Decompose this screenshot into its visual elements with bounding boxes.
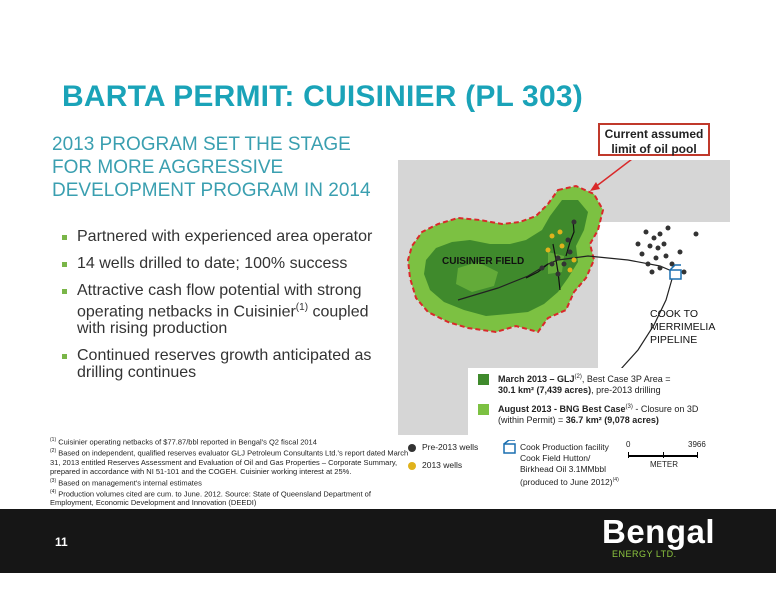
cook-facility-key: Cook Production facility Cook Field Hutton/ Birkhead Oil 3.1MMbbl (produced to June 2012)$^{(4)}$ — [520, 442, 619, 487]
footnote-ref: (2) — [574, 374, 582, 380]
footnotes — [50, 436, 410, 508]
pipeline-label: COOK TO MERRIMELIA PIPELINE — [650, 308, 715, 346]
bullet-marker — [62, 354, 67, 359]
legend-row-bng — [478, 402, 723, 426]
bullet-item — [62, 228, 382, 245]
pre-2013-label: Pre-2013 wells — [422, 442, 479, 452]
footnote: $^{(2)}$ Based on independent, qualified reserves evaluator GLJ Petroleum Consultants Ltd.'s report dated March 31, 2013 entitled Reserves Assessment and Evaluation of Oil and Gas Properties – Corporate Summary, prepared in accordance with NI 51-101 and the COGEH. Cuisinier working interest at 25%. — [50, 447, 409, 477]
bullet-item — [62, 282, 382, 337]
wells-2013-dot — [408, 462, 416, 470]
bullet-text-cont: coupled with rising production — [77, 303, 369, 338]
wells-2013-label: 2013 wells — [422, 460, 463, 470]
scale-tick — [697, 452, 698, 458]
bullet-marker — [62, 289, 67, 294]
field-label: CUISINIER FIELD — [442, 256, 525, 267]
legend-glj-area: 30.1 km² (7,439 acres) — [498, 385, 592, 395]
legend-swatch-light — [478, 404, 489, 415]
logo-word: Bengal — [602, 513, 716, 550]
slide-subtitle: 2013 PROGRAM SET THE STAGE FOR MORE AGGRESSIVE DEVELOPMENT PROGRAM IN 2014 — [52, 134, 371, 201]
bullet-text: Partnered with experienced area operator — [77, 228, 373, 245]
legend-bng-text: - Closure on 3D — [632, 404, 699, 414]
legend-bng-label: August 2013 - BNG Best Case — [498, 404, 626, 414]
scale-unit: METER — [650, 460, 678, 469]
map-legend — [468, 368, 730, 436]
scale-tick — [663, 452, 664, 458]
pre-2013-key — [408, 442, 478, 452]
bullet-text: 14 wells drilled to date; 100% success — [77, 255, 348, 272]
legend-row-glj — [478, 372, 723, 396]
legend-glj-text: , Best Case 3P Area = — [581, 374, 671, 384]
legend-swatch-dark — [478, 374, 489, 385]
footnote: $^{(3)}$ Based on management's internal estimates — [50, 477, 202, 488]
wells-2013-key — [408, 460, 462, 470]
bullet-item — [62, 255, 382, 272]
bullet-text: Continued reserves growth anticipated as drilling continues — [77, 347, 372, 382]
scale-right: 3966 — [688, 440, 706, 449]
bengal-logo — [602, 513, 732, 568]
footnote-ref: (1) — [295, 302, 309, 313]
legend-bng-text2: (within Permit) = — [498, 415, 566, 425]
bullet-marker — [62, 235, 67, 240]
scale-tick — [628, 452, 629, 458]
slide-title: BARTA PERMIT: CUISINIER (PL 303) — [62, 80, 583, 113]
scale-left: 0 — [626, 440, 631, 449]
bullet-item — [62, 347, 382, 381]
page-number: 11 — [55, 535, 68, 549]
logo-tagline: ENERGY LTD. — [612, 549, 677, 559]
cook-facility-key-icon — [503, 440, 517, 454]
oil-pool-callout: Current assumed limit of oil pool — [598, 123, 710, 156]
legend-bng-area: 36.7 km² (9,078 acres) — [565, 415, 659, 425]
bullet-list — [62, 228, 382, 391]
footnote: $^{(4)}$ Production volumes cited are cum. to June. 2012. Source: State of Queensland Department of Employment, Economic Development and Innovation (DEEDI) — [50, 488, 371, 508]
footer-bar — [0, 509, 776, 573]
pre-2013-dot — [408, 444, 416, 452]
footnote: $^{(1)}$ Cuisinier operating netbacks of $77.87/bbl reported in Bengal's Q2 fiscal 2014 — [50, 437, 317, 447]
bullet-marker — [62, 262, 67, 267]
legend-glj-label: March 2013 – GLJ — [498, 374, 575, 384]
footnote-ref: (3) — [625, 404, 633, 410]
legend-glj-text2: , pre-2013 drilling — [591, 385, 661, 395]
bullet-text: Attractive cash flow potential with strong operating netbacks in Cuisinier — [77, 282, 362, 321]
